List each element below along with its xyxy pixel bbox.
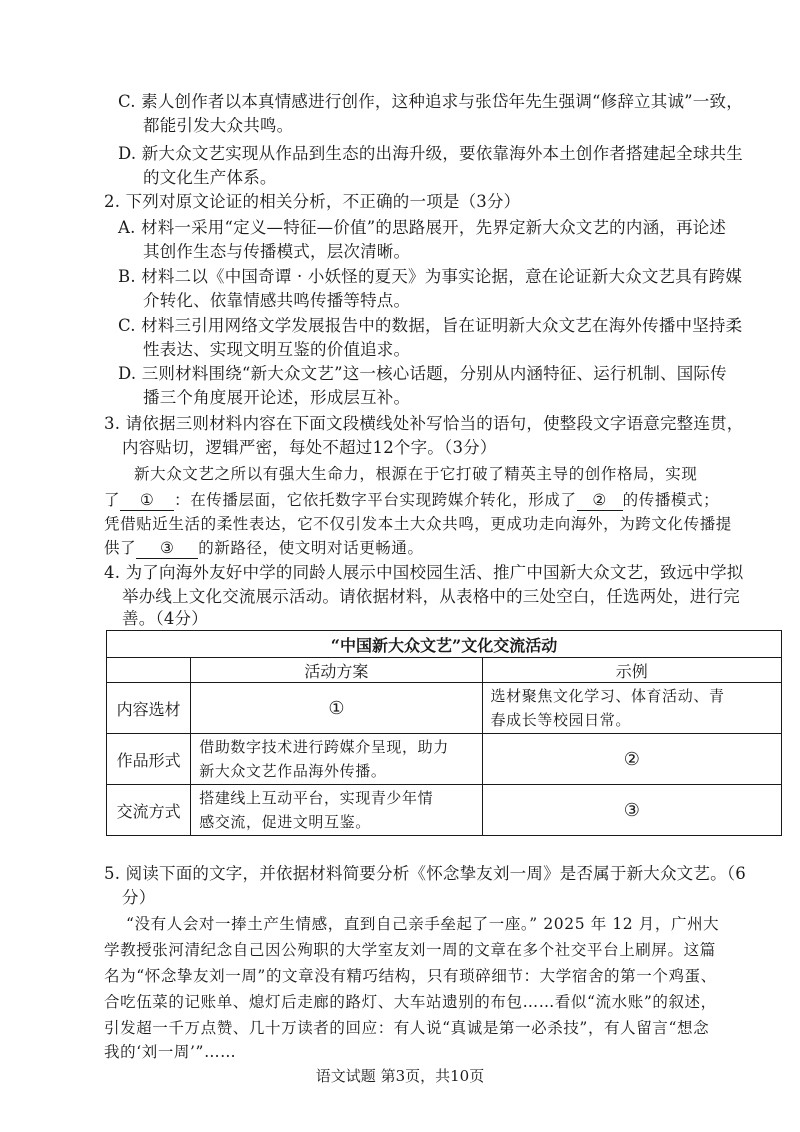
q1-option-d-line2: 的文化生产体系。 bbox=[143, 168, 277, 187]
cell-line: 春成长等校园日常。 bbox=[490, 711, 631, 729]
table-row bbox=[107, 785, 782, 836]
q3-passage-text: 供了 bbox=[104, 539, 137, 557]
blank-cell-2[interactable]: ② bbox=[482, 734, 781, 785]
q2-option-a-line1: A. 材料一采用“定义—特征—价值”的思路展开，先界定新大众文艺的内涵，再论述 bbox=[118, 218, 727, 237]
blank-cell-3[interactable]: ③ bbox=[482, 785, 781, 836]
q3-blank-1[interactable]: ① bbox=[120, 490, 174, 511]
row-label-exchange: 交流方式 bbox=[107, 785, 191, 836]
q3-passage-text: 的新路径，使文明对话更畅通。 bbox=[198, 539, 424, 557]
q3-passage-line2 bbox=[104, 488, 719, 512]
q3-passage-text: ：在传播层面，它依托数字平台实现跨媒介转化，形成了 bbox=[174, 491, 577, 509]
table-row bbox=[107, 683, 782, 734]
q3-passage-line4 bbox=[104, 536, 424, 560]
q5-passage-line2: 学教授张河清纪念自己因公殉职的大学室友刘一周的文章在多个社交平台上刷屏。这篇 bbox=[104, 941, 716, 959]
cell-line: 感交流，促进文明互鉴。 bbox=[199, 813, 371, 831]
q3-passage-line3: 凭借贴近生活的柔性表达，它不仅引发本土大众共鸣，更成功走向海外，为跨文化传播提 bbox=[104, 515, 732, 533]
q2-option-a-line2: 其创作生态与传播模式，层次清晰。 bbox=[143, 242, 411, 261]
q3-blank-3[interactable]: ③ bbox=[136, 538, 198, 559]
q5-passage-line5: 引发超一千万点赞、几十万读者的回应：有人说“真诚是第一必杀技”，有人留言“想念 bbox=[104, 1019, 710, 1037]
cell-line: 搭建线上互动平台，实现青少年情 bbox=[199, 789, 434, 807]
q4-stem-line2: 举办线上文化交流展示活动。请依据材料，从表格中的三处空白，任选两处，进行完 bbox=[122, 587, 740, 606]
table-header-example: 示例 bbox=[482, 658, 781, 683]
q1-option-d-line1: D. 新大众文艺实现从作品到生态的出海升级，要依靠海外本土创作者搭建起全球共生 bbox=[118, 144, 743, 163]
q3-blank-2[interactable]: ② bbox=[577, 490, 623, 511]
q4-stem-line1: 4. 为了向海外友好中学的同龄人展示中国校园生活、推广中国新大众文艺，致远中学拟 bbox=[104, 563, 744, 582]
q1-option-c-line2: 都能引发大众共鸣。 bbox=[143, 116, 294, 135]
q3-passage-text: 了 bbox=[104, 491, 121, 509]
cell-line: 选材聚焦文化学习、体育活动、青 bbox=[490, 687, 725, 705]
plan-exchange-cell bbox=[191, 785, 482, 836]
table-header-plan: 活动方案 bbox=[191, 658, 482, 683]
q5-passage-line6: 我的‘刘一周’”…… bbox=[104, 1043, 237, 1061]
row-label-form: 作品形式 bbox=[107, 734, 191, 785]
q2-stem: 2. 下列对原文论证的相关分析，不正确的一项是（3分） bbox=[104, 192, 521, 211]
q2-option-b-line2: 介转化、依靠情感共鸣传播等特点。 bbox=[143, 291, 411, 310]
page-footer: 语文试题 第3页，共10页 bbox=[315, 1067, 485, 1085]
plan-form-cell bbox=[191, 734, 482, 785]
cell-line: 借助数字技术进行跨媒介呈现，助力 bbox=[199, 738, 449, 756]
q2-option-d-line1: D. 三则材料围绕“新大众文艺”这一核心话题，分别从内涵特征、运行机制、国际传 bbox=[118, 364, 727, 383]
q3-stem-line2: 内容贴切，逻辑严密，每处不超过12个字。（3分） bbox=[122, 438, 497, 457]
row-label-content: 内容选材 bbox=[107, 683, 191, 734]
q4-stem-line3: 善。（4分） bbox=[122, 609, 208, 628]
cell-line: 新大众文艺作品海外传播。 bbox=[199, 762, 387, 780]
q5-stem-line1: 5. 阅读下面的文字，并依据材料简要分析《怀念挚友刘一周》是否属于新大众文艺。（6 bbox=[104, 864, 746, 883]
q2-option-d-line2: 播三个角度展开论述，形成层互补。 bbox=[143, 388, 411, 407]
q5-passage-line4: 合吃伍菜的记账单、熄灯后走廊的路灯、大车站遗别的布包……看似“流水账”的叙述， bbox=[104, 993, 717, 1011]
blank-cell-1[interactable]: ① bbox=[191, 683, 482, 734]
q2-option-b-line1: B. 材料二以《中国奇谭 · 小妖怪的夏天》为事实论据，意在论证新大众文艺具有跨媒 bbox=[118, 267, 743, 286]
q3-stem-line1: 3. 请依据三则材料内容在下面文段横线处补写恰当的语句，使整段文字语意完整连贯， bbox=[104, 414, 744, 433]
q5-passage-line3: 名为“怀念挚友刘一周”的文章没有精巧结构，只有琐碎细节：大学宿舍的第一个鸡蛋、 bbox=[104, 967, 717, 985]
table-title: “中国新大众文艺”文化交流活动 bbox=[107, 631, 782, 658]
q3-passage-text: 的传播模式； bbox=[622, 491, 720, 509]
activity-table bbox=[106, 630, 782, 836]
q2-option-c-line2: 性表达、实现文明互鉴的价值追求。 bbox=[143, 340, 411, 359]
q5-passage-line1: “没有人会对一捧土产生情感，直到自己亲手垒起了一座。” 2025 年 12 月，广州大 bbox=[126, 915, 720, 933]
q1-option-c-line1: C. 素人创作者以本真情感进行创作，这种追求与张岱年先生强调“修辞立其诚”一致， bbox=[118, 92, 743, 111]
table-row bbox=[107, 734, 782, 785]
q5-stem-line2: 分） bbox=[122, 888, 156, 907]
q3-passage-line1: 新大众文艺之所以有强大生命力，根源在于它打破了精英主导的创作格局，实现 bbox=[134, 465, 698, 483]
q2-option-c-line1: C. 材料三引用网络文学发展报告中的数据，旨在证明新大众文艺在海外传播中坚持柔 bbox=[118, 316, 743, 335]
example-content-cell bbox=[482, 683, 781, 734]
table-header-empty bbox=[107, 658, 191, 683]
